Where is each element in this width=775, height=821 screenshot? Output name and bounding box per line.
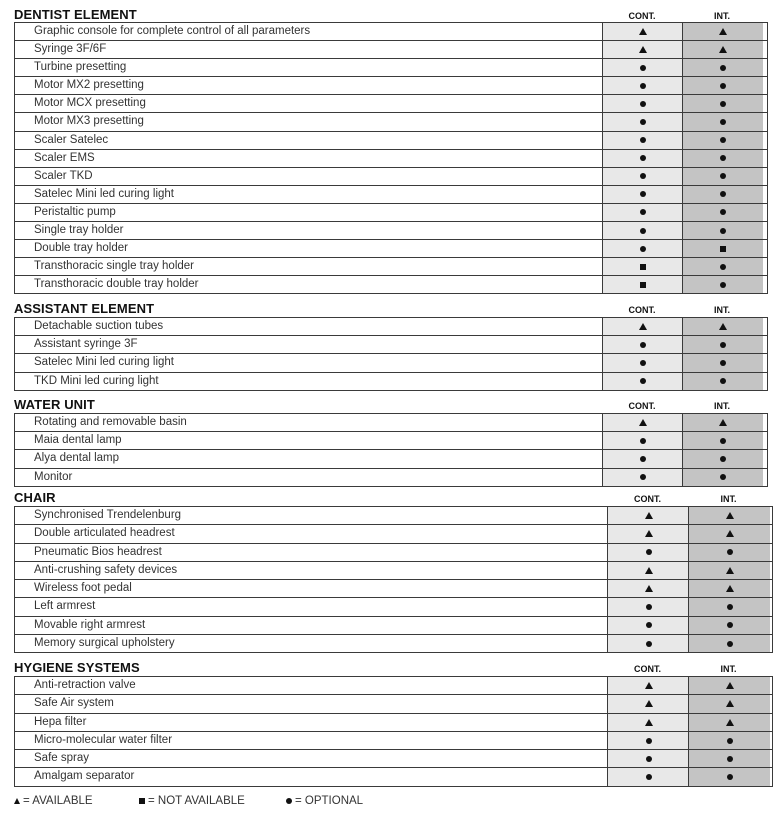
section-header [14,398,768,412]
triangle-icon [639,46,647,53]
dot-icon [640,65,646,71]
dot-icon [720,228,726,234]
feature-label: Hepa filter [34,715,87,728]
feature-label: Memory surgical upholstery [34,637,175,650]
feature-label: Pneumatic Bios headrest [34,545,162,558]
feature-label: Double tray holder [34,242,128,255]
feature-label: Scaler EMS [34,151,95,164]
cell-cont [602,276,683,293]
cell-cont [607,714,689,731]
table-row [15,562,772,580]
table-row [15,544,772,562]
column-header-cont: CONT. [634,664,661,674]
cell-int [688,768,770,785]
dot-icon [727,738,733,744]
dot-icon [720,438,726,444]
column-header-cont: CONT. [628,11,656,21]
triangle-icon [645,700,653,707]
cell-int [682,373,763,390]
cell-cont [602,258,683,275]
table-row [15,525,772,543]
table-row [15,469,767,487]
feature-label: Anti-crushing safety devices [34,563,178,576]
dot-icon [720,83,726,89]
square-icon [640,264,646,270]
table-row [15,132,767,150]
legend-available [14,795,93,807]
dot-icon [640,474,646,480]
column-header-int: INT. [713,401,730,411]
table-row [15,77,767,95]
cell-int [682,168,763,185]
table-row [15,580,772,598]
feature-label: Assistant syringe 3F [34,338,138,351]
triangle-icon [645,530,653,537]
cell-cont [602,336,683,353]
spec-table [14,317,768,391]
feature-label: Wireless foot pedal [34,582,132,595]
dot-icon [640,342,646,348]
column-header-int: INT. [713,11,730,21]
cell-cont [602,113,683,130]
table-row [15,59,767,77]
table-row [15,258,767,276]
triangle-icon [726,719,734,726]
table-row [15,750,772,768]
dot-icon [720,137,726,143]
triangle-icon [639,419,647,426]
spec-table [14,413,768,487]
section-header [14,8,768,22]
table-row [15,732,772,750]
cell-cont [602,432,683,449]
cell-cont [607,617,689,634]
table-row [15,414,767,432]
dot-icon [720,191,726,197]
triangle-icon [645,512,653,519]
dot-icon [720,101,726,107]
dot-icon [727,604,733,610]
cell-int [688,562,770,579]
table-row [15,373,767,391]
dot-icon [720,209,726,215]
dot-icon [727,756,733,762]
feature-label: Micro-molecular water filter [34,733,173,746]
cell-int [682,186,763,203]
cell-int [688,507,770,524]
dot-icon [640,360,646,366]
feature-label: Rotating and removable basin [34,416,187,428]
cell-cont [607,598,689,615]
cell-int [682,77,763,94]
cell-int [688,695,770,712]
table-row [15,432,767,450]
feature-label: Anti-retraction valve [34,679,136,691]
cell-cont [607,635,689,652]
dot-icon [720,173,726,179]
triangle-icon [726,530,734,537]
table-row [15,635,772,653]
cell-int [688,732,770,749]
cell-int [682,23,763,40]
feature-label: Left armrest [34,600,96,613]
table-row [15,677,772,695]
dot-icon [646,774,652,780]
triangle-icon [645,567,653,574]
cell-cont [602,222,683,239]
dot-icon [720,119,726,125]
dot-icon [640,228,646,234]
cell-int [682,450,763,467]
feature-label: Motor MX3 presetting [34,115,144,128]
table-row [15,41,767,59]
cell-int [682,59,763,76]
dot-icon [640,438,646,444]
column-header-cont: CONT. [628,305,656,315]
section-header [14,491,773,505]
section-header [14,302,768,316]
dot-icon [640,191,646,197]
feature-label: Maia dental lamp [34,434,122,447]
table-row [15,240,767,258]
section-title: ASSISTANT ELEMENT [14,301,155,316]
cell-cont [602,469,683,486]
cell-int [682,469,763,486]
cell-cont [607,732,689,749]
dot-icon [640,137,646,143]
cell-int [682,414,763,431]
triangle-icon [719,419,727,426]
cell-int [682,432,763,449]
cell-cont [607,562,689,579]
table-row [15,695,772,713]
table-row [15,168,767,186]
table-row [15,598,772,616]
feature-label: Motor MCX presetting [34,97,146,110]
feature-label: Safe spray [34,752,89,765]
triangle-icon [726,512,734,519]
dot-icon [720,155,726,161]
cell-int [682,222,763,239]
table-row [15,95,767,113]
legend-available-label: = AVAILABLE [23,795,93,807]
dot-icon [720,342,726,348]
feature-label: Motor MX2 presetting [34,79,144,92]
cell-cont [602,41,683,58]
dot-icon [646,604,652,610]
dot-icon [646,641,652,647]
table-row [15,354,767,372]
dot-icon [640,378,646,384]
cell-cont [602,168,683,185]
dot-icon [720,264,726,270]
legend-optional [286,795,363,807]
table-row [15,113,767,131]
table-row [15,507,772,525]
feature-label: Single tray holder [34,224,124,237]
feature-label: Synchronised Trendelenburg [34,509,182,521]
table-row [15,336,767,354]
feature-label: Safe Air system [34,697,114,710]
dot-icon [727,774,733,780]
cell-int [682,240,763,257]
legend-not-available [139,795,245,807]
feature-label: Transthoracic single tray holder [34,260,195,273]
table-row [15,276,767,294]
cell-cont [602,23,683,40]
dot-icon [720,474,726,480]
cell-int [682,150,763,167]
column-header-int: INT. [720,494,737,504]
feature-label: Syringe 3F/6F [34,43,107,56]
triangle-icon [639,323,647,330]
spec-table [14,506,773,653]
spec-table [14,22,768,294]
spec-table [14,676,773,787]
triangle-icon [645,719,653,726]
cell-cont [602,186,683,203]
cell-cont [607,768,689,785]
cell-cont [602,132,683,149]
cell-cont [602,240,683,257]
feature-label: Monitor [34,470,73,483]
cell-int [682,276,763,293]
dot-icon [646,549,652,555]
section-title: CHAIR [14,490,56,505]
cell-int [688,617,770,634]
triangle-icon [639,28,647,35]
cell-int [688,677,770,694]
cell-cont [602,59,683,76]
cell-int [682,336,763,353]
dot-icon [646,738,652,744]
cell-cont [607,507,689,524]
triangle-icon [645,682,653,689]
table-row [15,768,772,786]
dot-icon [727,641,733,647]
cell-cont [602,95,683,112]
table-row [15,617,772,635]
dot-icon [286,798,292,804]
cell-cont [607,525,689,542]
cell-cont [607,580,689,597]
feature-label: Peristaltic pump [34,205,116,218]
cell-cont [602,77,683,94]
dot-icon [640,246,646,252]
triangle-icon [726,700,734,707]
triangle-icon [645,585,653,592]
feature-label: Graphic console for complete control of all parameters [34,25,311,37]
cell-int [682,132,763,149]
square-icon [720,246,726,252]
column-header-int: INT. [720,664,737,674]
dot-icon [720,282,726,288]
feature-label: Transthoracic double tray holder [34,278,199,291]
section-header [14,661,773,675]
dot-icon [727,622,733,628]
dot-icon [640,155,646,161]
cell-cont [607,695,689,712]
cell-cont [607,544,689,561]
cell-int [682,354,763,371]
table-row [15,186,767,204]
dot-icon [720,360,726,366]
triangle-icon [719,46,727,53]
table-row [15,204,767,222]
column-header-cont: CONT. [634,494,661,504]
triangle-icon [14,798,20,804]
cell-int [682,95,763,112]
cell-int [688,635,770,652]
cell-cont [607,750,689,767]
cell-int [682,258,763,275]
dot-icon [720,456,726,462]
dot-icon [646,622,652,628]
dot-icon [640,209,646,215]
table-row [15,150,767,168]
table-row [15,318,767,336]
feature-label: Satelec Mini led curing light [34,356,174,369]
feature-label: TKD Mini led curing light [34,374,159,387]
feature-label: Satelec Mini led curing light [34,187,174,200]
cell-int [682,113,763,130]
table-row [15,23,767,41]
cell-int [682,318,763,335]
section-title: HYGIENE SYSTEMS [14,660,140,675]
cell-cont [602,450,683,467]
feature-label: Movable right armrest [34,618,146,631]
square-icon [640,282,646,288]
triangle-icon [719,323,727,330]
dot-icon [640,101,646,107]
cell-cont [602,318,683,335]
legend-not-available-label: = NOT AVAILABLE [148,795,245,807]
triangle-icon [726,682,734,689]
triangle-icon [726,585,734,592]
cell-cont [607,677,689,694]
feature-label: Scaler Satelec [34,133,109,146]
feature-label: Alya dental lamp [34,452,120,465]
square-icon [139,798,145,804]
dot-icon [720,65,726,71]
table-row [15,714,772,732]
cell-int [688,580,770,597]
column-header-cont: CONT. [628,401,656,411]
dot-icon [720,378,726,384]
triangle-icon [719,28,727,35]
dot-icon [646,756,652,762]
triangle-icon [726,567,734,574]
cell-cont [602,414,683,431]
table-row [15,222,767,240]
cell-cont [602,150,683,167]
cell-cont [602,354,683,371]
feature-label: Turbine presetting [34,61,127,74]
cell-int [688,598,770,615]
dot-icon [727,549,733,555]
feature-label: Amalgam separator [34,770,135,783]
cell-int [682,204,763,221]
cell-int [688,544,770,561]
section-title: WATER UNIT [14,397,95,412]
dot-icon [640,83,646,89]
dot-icon [640,173,646,179]
dot-icon [640,456,646,462]
section-title: DENTIST ELEMENT [14,7,137,22]
legend-optional-label: = OPTIONAL [295,795,364,807]
cell-cont [602,204,683,221]
cell-int [688,525,770,542]
feature-label: Scaler TKD [34,169,93,182]
column-header-int: INT. [713,305,730,315]
dot-icon [640,119,646,125]
cell-cont [602,373,683,390]
cell-int [688,714,770,731]
table-row [15,450,767,468]
cell-int [688,750,770,767]
feature-label: Detachable suction tubes [34,320,164,332]
feature-label: Double articulated headrest [34,527,175,540]
cell-int [682,41,763,58]
